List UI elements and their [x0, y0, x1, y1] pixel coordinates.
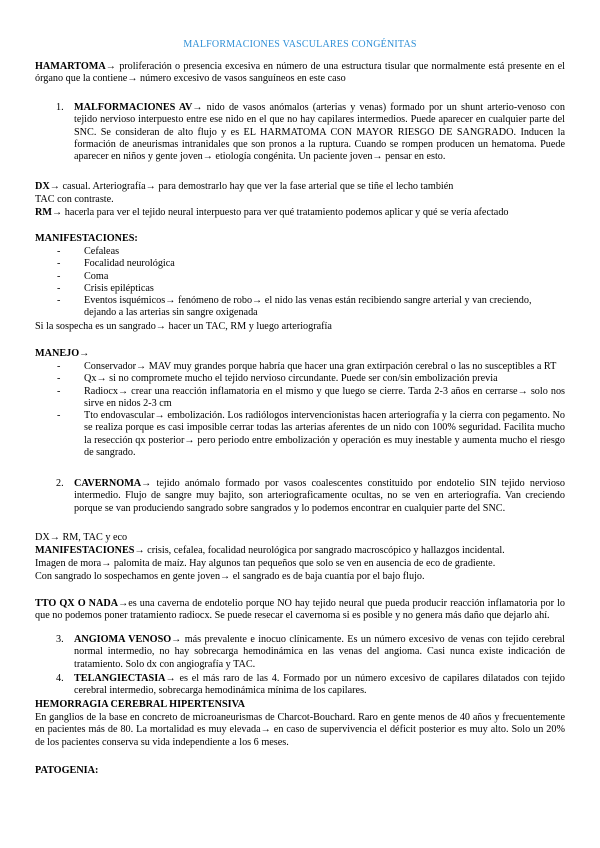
document-title: MALFORMACIONES VASCULARES CONGÉNITAS	[183, 39, 417, 50]
manif2-term: MANIFESTACIONES	[35, 545, 135, 556]
hamartoma-term: HAMARTOMA	[35, 61, 106, 72]
item1-number: 1.	[56, 102, 64, 113]
manif2-line3: Con sangrado lo sospechamos en gente joven→ el sangrado es de baja cuantía por el bajo flujo.	[35, 571, 425, 582]
manif2-text: → crisis, cefalea, focalidad neurológica por sangrado macroscópico y hallazgos incidental.	[134, 545, 505, 556]
item3-paragraph	[74, 634, 565, 671]
tto-paragraph	[35, 598, 565, 623]
item1-text: → nido de vasos anómalos (arterias y venas) formado por un shunt arterio-venoso con tejido nervioso interpuesto entre ese nido en el que no hay capilares intermedios. Puede aparecer en cualquier parte del SNC. Se consideran de alto flujo y es EL HARMATOMA CON MAYOR RIESGO DE SANGRADO. Inducen la formación de aneurismas intranidales que son pronos a la ruptura. Cuando se rompen producen un hematoma. Puede aparecer en niños y gente joven→ etiología congénita. Un paciente joven→ pensar en esto.	[74, 102, 565, 163]
dx1-term: DX	[35, 181, 50, 192]
item2-term: CAVERNOMA	[74, 478, 142, 489]
manejo-list	[57, 361, 565, 459]
dx1-line	[35, 181, 565, 193]
list-item: - Conservador→ MAV muy grandes porque habría que hacer una gran extirpación cerebral o las no susceptibles a RT	[57, 361, 557, 372]
manejo-heading: MANEJO→	[35, 348, 90, 359]
item4-paragraph	[74, 673, 565, 698]
item1-paragraph	[74, 102, 565, 163]
item4-term: TELANGIECTASIA	[74, 673, 166, 684]
manif2-line	[35, 545, 565, 557]
rm1-text: → hacerla para ver el tejido neural interpuesto para ver qué tratamiento podemos aplicar y qué se vería afectado	[51, 207, 509, 218]
tto-text: →es una caverna de endotelio porque NO hay tejido neural que pueda producir reacción inflamatoria por lo que no podemos poner tratamiento radiocx. Se puede resecar el cavernoma si es posible y no genera más daño que dejarlo ahí.	[35, 598, 565, 622]
list-item: - Tto endovascular→ embolización. Los radiólogos intervencionistas hacen arteriografía y la cierra con pegamento. No se realiza porque es casi imposible cerrar todas las arterias aferentes de un nido con 100% seguridad. Facilita mucho la resección qx posterior→ pero periodo entre embolización y operación es muy inestable y aumenta mucho el riesgo de sangrado.	[57, 410, 565, 459]
rm1-term: RM	[35, 207, 52, 218]
manif1-heading: MANIFESTACIONES:	[35, 233, 138, 244]
item3-text: → más prevalente e inocuo clínicamente. Es un número excesivo de venas con tejido cerebral normal intermedio, no hay sobrecarga hemodinámica en las venas del angioma. Casi nunca existe indicación de tratamiento. Solo dx con angiografía y TAC.	[74, 634, 565, 670]
manif1-after: Si la sospecha es un sangrado→ hacer un TAC, RM y luego arteriografía	[35, 321, 332, 332]
tto-term: TTO QX O NADA	[35, 598, 119, 609]
item3-term: ANGIOMA VENOSO	[74, 634, 172, 645]
hamartoma-paragraph	[35, 61, 565, 86]
item4-text: → es el más raro de las 4. Formado por un número excesivo de capilares dilatados con tejido cerebral intermedio, sobrecarga hemodinámica mínima de los capilares.	[74, 673, 565, 697]
patogenia-heading: PATOGENIA:	[35, 765, 99, 776]
item2-text: → tejido anómalo formado por vasos coalescentes constituido por endotelio SIN tejido nervioso intermedio. Flujo de sangre muy bajito, son arteriograficamente ocultas, no se ven en arteriografía. Van creciendo porque se van produciendo sangrado sobre sangrados y lo podemos encontrar en cualquier parte del SNC.	[74, 478, 565, 514]
hamartoma-text: → proliferación o presencia excesiva en número de una estructura tisular que normalmente está presente en el órgano que la contiene→ número excesivo de vasos sanguíneos en este caso	[35, 61, 565, 85]
hemorragia-heading: HEMORRAGIA CEREBRAL HIPERTENSIVA	[35, 699, 246, 710]
list-item: - Cefaleas	[57, 246, 120, 257]
item4-number: 4.	[56, 673, 64, 684]
hemorragia-paragraph: En ganglios de la base en concreto de microaneurismas de Charcot-Bouchard. Raro en gente menos de 40 años y frecuentemente en pacientes más de 80. La mortalidad es muy elevada→ en caso de supervivencia el déficit posterior es muy alto. Solo un 20% de los pacientes conserva su vida independiente a los 6 meses.	[35, 712, 565, 748]
dx1-text: → casual. Arteriografía→ para demostrarlo hay que ver la fase arterial que se tiñe el lecho también	[49, 181, 454, 192]
manif2-line2: Imagen de mora→ palomita de maíz. Hay algunos tan pequeños que solo se ven en ausencia de eco de gradiente.	[35, 558, 496, 569]
manif1-list	[57, 246, 565, 320]
item2-paragraph	[74, 478, 565, 515]
list-item: - Coma	[57, 270, 109, 282]
item1-term: MALFORMACIONES AV	[74, 102, 193, 113]
list-item: - Radiocx→ crear una reacción inflamatoria en el mismo y que luego se cierre. Tarda 2-3 años en cerrarse→ solo nos sirve en nidos 2-3 cm	[57, 385, 565, 409]
list-item: - Eventos isquémicos→ fenómeno de robo→ el nido las venas están recibiendo sangre arterial y van creciendo, dejando a las arterias sin sangre oxigenada	[57, 295, 532, 319]
item3-number: 3.	[56, 634, 64, 645]
dx2-line: DX→ RM, TAC y eco	[35, 532, 128, 543]
list-item: - Focalidad neurológica	[57, 258, 175, 270]
rm1-line	[35, 207, 565, 219]
list-item: - Qx→ si no compromete mucho el tejido nervioso circundante. Puede ser con/sin embolización previa	[57, 373, 498, 385]
list-item: - Crisis epilépticas	[57, 282, 154, 294]
tac1-line: TAC con contraste.	[35, 194, 114, 205]
item2-number: 2.	[56, 478, 64, 489]
